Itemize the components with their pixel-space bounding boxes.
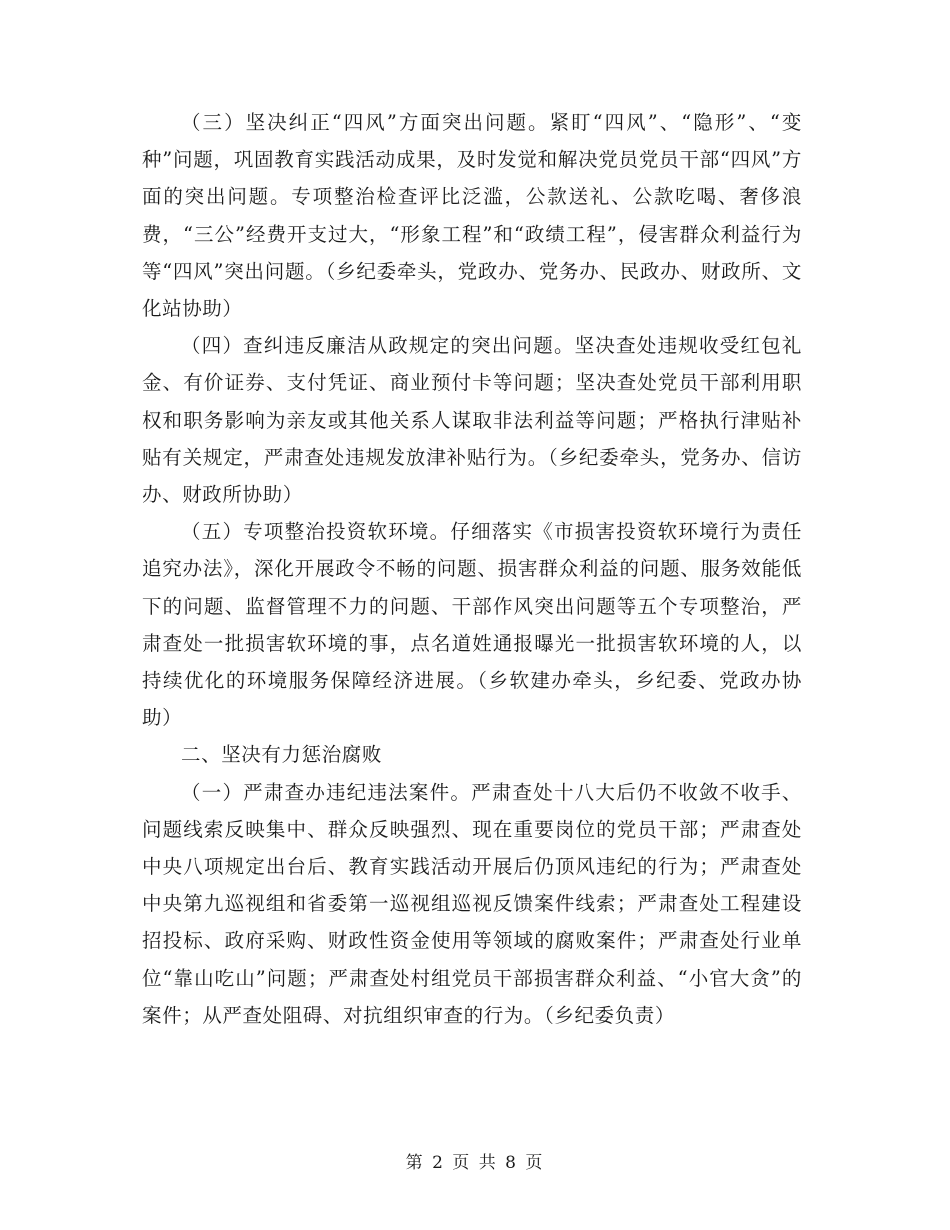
paragraph-item-3: （三）坚决纠正“四风”方面突出问题。紧盯“四风”、“隐形”、“变种”问题，巩固教育实践活动成果，及时发觉和解决党员党员干部“四风”方面的突出问题。专项整治检查评比泛滥，公款送礼、公款吃喝、奢侈浪费，“三公”经费开支过大，“形象工程”和“政绩工程”，侵害群众利益行为等“四风”突出问题。（乡纪委牵头，党政办、党务办、民政办、财政所、文化站协助） [142, 111, 802, 321]
page-number: 第 2 页 共 8 页 [405, 1153, 545, 1173]
paragraph-section2-item-1: （一）严肃查办违纪违法案件。严肃查处十八大后仍不收敛不收手、问题线索反映集中、群众反映强烈、现在重要岗位的党员干部；严肃查处中央八项规定出台后、教育实践活动开展后仍顶风违纪的行为；严肃查处中央第九巡视组和省委第一巡视组巡视反馈案件线索；严肃查处工程建设招投标、政府采购、财政性资金使用等领域的腐败案件；严肃查处行业单位“靠山吃山”问题；严肃查处村组党员干部损害群众利益、“小官大贪”的案件；从严查处阻碍、对抗组织审查的行为。（乡纪委负责） [142, 780, 802, 1027]
section-heading-2: 二、坚决有力惩治腐败 [181, 743, 383, 767]
paragraph-item-5: （五）专项整治投资软环境。仔细落实《市损害投资软环境行为责任追究办法》，深化开展政令不畅的问题、损害群众利益的问题、服务效能低下的问题、监督管理不力的问题、干部作风突出问题等五个专项整治，严肃查处一批损害软环境的事，点名道姓通报曝光一批损害软环境的人，以持续优化的环境服务保障经济进展。（乡软建办牵头，乡纪委、党政办协助） [142, 520, 802, 730]
document-body [142, 104, 802, 1034]
paragraph-item-4: （四）查纠违反廉洁从政规定的突出问题。坚决查处违规收受红包礼金、有价证券、支付凭证、商业预付卡等问题；坚决查处党员干部利用职权和职务影响为亲友或其他关系人谋取非法利益等问题；严格执行津贴补贴有关规定，严肃查处违规发放津补贴行为。（乡纪委牵头，党务办、信访办、财政所协助） [142, 334, 802, 507]
